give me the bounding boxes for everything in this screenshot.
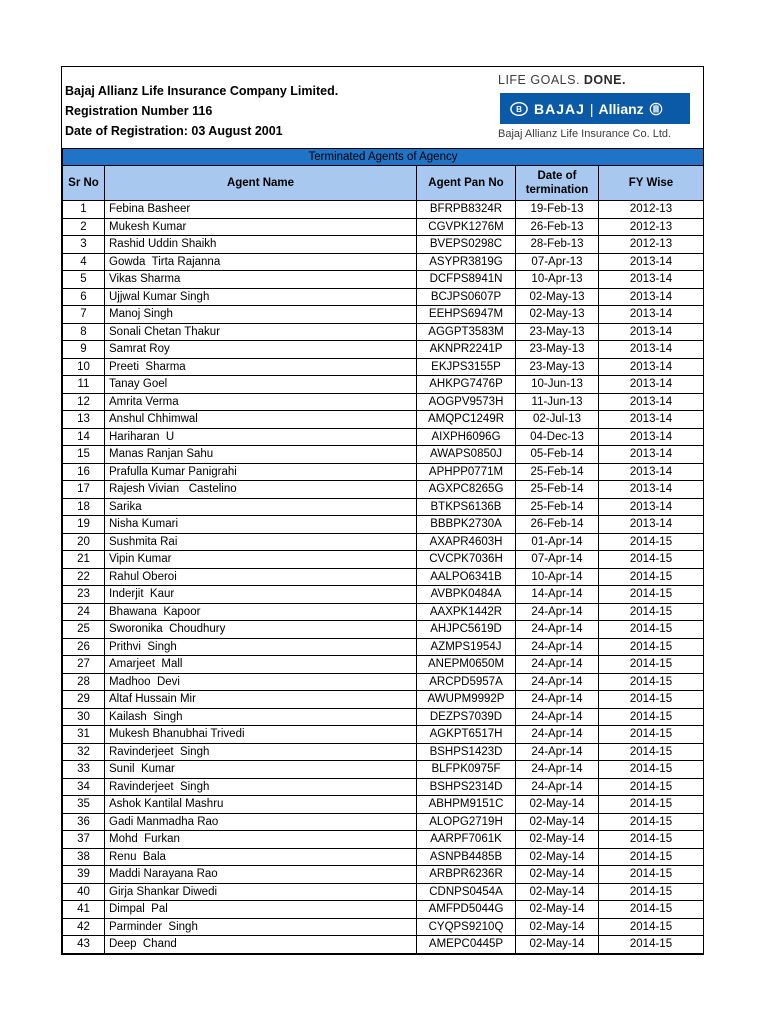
cell-sr-no: 18	[63, 498, 105, 516]
cell-termination-date: 25-Feb-14	[516, 481, 599, 499]
table-row	[63, 691, 704, 709]
table-row	[63, 586, 704, 604]
cell-termination-date: 02-Jul-13	[516, 411, 599, 429]
cell-termination-date: 02-May-14	[516, 901, 599, 919]
table-row	[63, 603, 704, 621]
cell-agent-name: Mohd Furkan	[105, 831, 417, 849]
cell-termination-date: 19-Feb-13	[516, 201, 599, 219]
cell-agent-name: Kailash Singh	[105, 708, 417, 726]
cell-sr-no: 7	[63, 306, 105, 324]
cell-agent-pan: EEHPS6947M	[417, 306, 516, 324]
cell-agent-name: Maddi Narayana Rao	[105, 866, 417, 884]
cell-agent-name: Inderjit Kaur	[105, 586, 417, 604]
cell-fy-wise: 2014-15	[599, 691, 704, 709]
cell-termination-date: 02-May-13	[516, 306, 599, 324]
cell-fy-wise: 2014-15	[599, 866, 704, 884]
cell-termination-date: 24-Apr-14	[516, 743, 599, 761]
table-row	[63, 568, 704, 586]
col-agent-pan: Agent Pan No	[417, 166, 516, 201]
cell-termination-date: 24-Apr-14	[516, 778, 599, 796]
table-row	[63, 288, 704, 306]
cell-agent-pan: ANEPM0650M	[417, 656, 516, 674]
cell-sr-no: 37	[63, 831, 105, 849]
cell-agent-name: Bhawana Kapoor	[105, 603, 417, 621]
cell-agent-pan: ASYPR3819G	[417, 253, 516, 271]
table-row	[63, 481, 704, 499]
cell-fy-wise: 2014-15	[599, 708, 704, 726]
cell-termination-date: 24-Apr-14	[516, 691, 599, 709]
cell-sr-no: 38	[63, 848, 105, 866]
cell-fy-wise: 2013-14	[599, 463, 704, 481]
cell-agent-name: Sonali Chetan Thakur	[105, 323, 417, 341]
cell-fy-wise: 2014-15	[599, 761, 704, 779]
table-row	[63, 708, 704, 726]
cell-fy-wise: 2014-15	[599, 901, 704, 919]
table-row	[63, 236, 704, 254]
cell-agent-name: Prithvi Singh	[105, 638, 417, 656]
logo-bajaj-text: BAJAJ	[534, 100, 585, 117]
svg-text:B: B	[516, 104, 522, 114]
cell-agent-name: Samrat Roy	[105, 341, 417, 359]
cell-termination-date: 24-Apr-14	[516, 621, 599, 639]
table-title: Terminated Agents of Agency	[63, 149, 704, 166]
registration-date: Date of Registration: 03 August 2001	[65, 124, 283, 138]
cell-agent-name: Ravinderjeet Singh	[105, 778, 417, 796]
cell-sr-no: 35	[63, 796, 105, 814]
cell-agent-name: Amarjeet Mall	[105, 656, 417, 674]
cell-sr-no: 5	[63, 271, 105, 289]
table-row	[63, 743, 704, 761]
cell-agent-pan: AGXPC8265G	[417, 481, 516, 499]
cell-agent-name: Prafulla Kumar Panigrahi	[105, 463, 417, 481]
table-row	[63, 883, 704, 901]
table-row	[63, 341, 704, 359]
cell-sr-no: 1	[63, 201, 105, 219]
cell-agent-name: Vipin Kumar	[105, 551, 417, 569]
cell-agent-pan: AHKPG7476P	[417, 376, 516, 394]
cell-termination-date: 24-Apr-14	[516, 708, 599, 726]
cell-agent-name: Sushmita Rai	[105, 533, 417, 551]
cell-agent-name: Girja Shankar Diwedi	[105, 883, 417, 901]
cell-agent-pan: CVCPK7036H	[417, 551, 516, 569]
cell-agent-name: Renu Bala	[105, 848, 417, 866]
table-title-row	[63, 149, 704, 166]
table-row	[63, 936, 704, 954]
cell-termination-date: 25-Feb-14	[516, 463, 599, 481]
cell-fy-wise: 2014-15	[599, 656, 704, 674]
cell-sr-no: 8	[63, 323, 105, 341]
cell-sr-no: 12	[63, 393, 105, 411]
cell-agent-pan: APHPP0771M	[417, 463, 516, 481]
cell-fy-wise: 2013-14	[599, 271, 704, 289]
cell-fy-wise: 2014-15	[599, 813, 704, 831]
cell-sr-no: 25	[63, 621, 105, 639]
cell-sr-no: 19	[63, 516, 105, 534]
cell-agent-pan: AWUPM9992P	[417, 691, 516, 709]
cell-fy-wise: 2013-14	[599, 288, 704, 306]
cell-termination-date: 02-May-14	[516, 866, 599, 884]
cell-sr-no: 22	[63, 568, 105, 586]
cell-fy-wise: 2014-15	[599, 568, 704, 586]
cell-termination-date: 01-Apr-14	[516, 533, 599, 551]
cell-sr-no: 2	[63, 218, 105, 236]
table-row	[63, 761, 704, 779]
cell-agent-name: Febina Basheer	[105, 201, 417, 219]
cell-termination-date: 24-Apr-14	[516, 638, 599, 656]
cell-termination-date: 24-Apr-14	[516, 603, 599, 621]
cell-fy-wise: 2013-14	[599, 323, 704, 341]
cell-agent-name: Mukesh Kumar	[105, 218, 417, 236]
cell-fy-wise: 2013-14	[599, 358, 704, 376]
cell-termination-date: 02-May-14	[516, 848, 599, 866]
cell-agent-name: Ravinderjeet Singh	[105, 743, 417, 761]
cell-fy-wise: 2014-15	[599, 673, 704, 691]
table-header-row	[63, 166, 704, 201]
cell-fy-wise: 2012-13	[599, 201, 704, 219]
cell-fy-wise: 2013-14	[599, 341, 704, 359]
cell-termination-date: 28-Feb-13	[516, 236, 599, 254]
cell-sr-no: 16	[63, 463, 105, 481]
cell-termination-date: 10-Apr-13	[516, 271, 599, 289]
cell-fy-wise: 2014-15	[599, 726, 704, 744]
table-row	[63, 446, 704, 464]
cell-sr-no: 40	[63, 883, 105, 901]
cell-sr-no: 3	[63, 236, 105, 254]
cell-fy-wise: 2013-14	[599, 428, 704, 446]
cell-agent-pan: AXAPR4603H	[417, 533, 516, 551]
table-row	[63, 848, 704, 866]
brand-block	[498, 71, 698, 143]
table-row	[63, 866, 704, 884]
cell-fy-wise: 2012-13	[599, 218, 704, 236]
cell-agent-pan: ASNPB4485B	[417, 848, 516, 866]
cell-termination-date: 02-May-13	[516, 288, 599, 306]
cell-agent-pan: CGVPK1276M	[417, 218, 516, 236]
cell-sr-no: 29	[63, 691, 105, 709]
cell-agent-pan: BFRPB8324R	[417, 201, 516, 219]
table-row	[63, 638, 704, 656]
table-row	[63, 533, 704, 551]
cell-fy-wise: 2013-14	[599, 481, 704, 499]
tagline-part1: LIFE GOALS.	[498, 73, 580, 87]
cell-sr-no: 36	[63, 813, 105, 831]
cell-agent-name: Sunil Kumar	[105, 761, 417, 779]
cell-fy-wise: 2013-14	[599, 498, 704, 516]
table-row	[63, 411, 704, 429]
cell-termination-date: 02-May-14	[516, 831, 599, 849]
cell-termination-date: 02-May-14	[516, 918, 599, 936]
cell-agent-pan: AAXPK1442R	[417, 603, 516, 621]
cell-sr-no: 30	[63, 708, 105, 726]
cell-agent-name: Vikas Sharma	[105, 271, 417, 289]
cell-sr-no: 4	[63, 253, 105, 271]
cell-agent-pan: ALOPG2719H	[417, 813, 516, 831]
table-row	[63, 813, 704, 831]
cell-agent-pan: AARPF7061K	[417, 831, 516, 849]
bajaj-allianz-logo	[500, 93, 690, 124]
cell-sr-no: 21	[63, 551, 105, 569]
cell-sr-no: 24	[63, 603, 105, 621]
cell-agent-pan: EKJPS3155P	[417, 358, 516, 376]
cell-agent-pan: ABHPM9151C	[417, 796, 516, 814]
cell-fy-wise: 2014-15	[599, 638, 704, 656]
table-row	[63, 621, 704, 639]
cell-sr-no: 39	[63, 866, 105, 884]
table-row	[63, 551, 704, 569]
company-info	[65, 81, 338, 141]
cell-agent-pan: AVBPK0484A	[417, 586, 516, 604]
cell-fy-wise: 2014-15	[599, 831, 704, 849]
cell-sr-no: 27	[63, 656, 105, 674]
cell-agent-name: Deep Chand	[105, 936, 417, 954]
table-row	[63, 656, 704, 674]
registration-number: Registration Number 116	[65, 104, 213, 118]
cell-agent-pan: BCJPS0607P	[417, 288, 516, 306]
cell-fy-wise: 2014-15	[599, 621, 704, 639]
cell-termination-date: 02-May-14	[516, 796, 599, 814]
cell-agent-name: Rahul Oberoi	[105, 568, 417, 586]
cell-agent-pan: BBBPK2730A	[417, 516, 516, 534]
cell-agent-name: Gowda Tirta Rajanna	[105, 253, 417, 271]
table-row	[63, 428, 704, 446]
cell-fy-wise: 2014-15	[599, 883, 704, 901]
cell-sr-no: 9	[63, 341, 105, 359]
cell-termination-date: 02-May-14	[516, 936, 599, 954]
table-row	[63, 778, 704, 796]
tagline-part2: DONE.	[583, 73, 626, 87]
cell-agent-pan: BTKPS6136B	[417, 498, 516, 516]
cell-fy-wise: 2014-15	[599, 848, 704, 866]
cell-termination-date: 25-Feb-14	[516, 498, 599, 516]
cell-agent-pan: AOGPV9573H	[417, 393, 516, 411]
cell-agent-name: Gadi Manmadha Rao	[105, 813, 417, 831]
cell-sr-no: 34	[63, 778, 105, 796]
cell-agent-name: Manoj Singh	[105, 306, 417, 324]
cell-sr-no: 15	[63, 446, 105, 464]
cell-fy-wise: 2014-15	[599, 533, 704, 551]
logo-separator: |	[589, 100, 594, 117]
cell-termination-date: 02-May-14	[516, 883, 599, 901]
table-row	[63, 358, 704, 376]
cell-agent-name: Anshul Chhimwal	[105, 411, 417, 429]
cell-termination-date: 24-Apr-14	[516, 726, 599, 744]
cell-fy-wise: 2013-14	[599, 411, 704, 429]
logo-allianz-text: Allianz	[598, 100, 644, 117]
col-sr-no: Sr No	[63, 166, 105, 201]
cell-fy-wise: 2014-15	[599, 603, 704, 621]
cell-agent-pan: AIXPH6096G	[417, 428, 516, 446]
cell-termination-date: 24-Apr-14	[516, 761, 599, 779]
document-header	[62, 67, 703, 147]
cell-sr-no: 11	[63, 376, 105, 394]
table-row	[63, 918, 704, 936]
cell-sr-no: 13	[63, 411, 105, 429]
cell-sr-no: 23	[63, 586, 105, 604]
cell-termination-date: 10-Apr-14	[516, 568, 599, 586]
cell-termination-date: 07-Apr-13	[516, 253, 599, 271]
cell-sr-no: 10	[63, 358, 105, 376]
table-row	[63, 271, 704, 289]
table-row	[63, 673, 704, 691]
cell-agent-name: Ujjwal Kumar Singh	[105, 288, 417, 306]
col-termination-date: Date of termination	[516, 166, 599, 201]
cell-termination-date: 04-Dec-13	[516, 428, 599, 446]
cell-agent-name: Madhoo Devi	[105, 673, 417, 691]
brand-tagline	[498, 73, 626, 87]
cell-fy-wise: 2014-15	[599, 918, 704, 936]
cell-agent-pan: BLFPK0975F	[417, 761, 516, 779]
cell-sr-no: 32	[63, 743, 105, 761]
cell-termination-date: 10-Jun-13	[516, 376, 599, 394]
cell-termination-date: 02-May-14	[516, 813, 599, 831]
cell-agent-pan: AZMPS1954J	[417, 638, 516, 656]
table-row	[63, 901, 704, 919]
cell-termination-date: 05-Feb-14	[516, 446, 599, 464]
cell-sr-no: 14	[63, 428, 105, 446]
cell-agent-pan: CDNPS0454A	[417, 883, 516, 901]
cell-agent-name: Altaf Hussain Mir	[105, 691, 417, 709]
cell-sr-no: 6	[63, 288, 105, 306]
cell-fy-wise: 2013-14	[599, 253, 704, 271]
table-body	[63, 201, 704, 954]
cell-agent-pan: CYQPS9210Q	[417, 918, 516, 936]
cell-sr-no: 43	[63, 936, 105, 954]
allianz-eagle-icon	[649, 102, 663, 116]
cell-agent-pan: BSHPS1423D	[417, 743, 516, 761]
cell-agent-pan: ARBPR6236R	[417, 866, 516, 884]
brand-subline: Bajaj Allianz Life Insurance Co. Ltd.	[498, 128, 672, 140]
cell-agent-name: Tanay Goel	[105, 376, 417, 394]
cell-sr-no: 42	[63, 918, 105, 936]
cell-agent-pan: AKNPR2241P	[417, 341, 516, 359]
cell-fy-wise: 2014-15	[599, 586, 704, 604]
cell-fy-wise: 2014-15	[599, 778, 704, 796]
cell-agent-pan: AHJPC5619D	[417, 621, 516, 639]
cell-fy-wise: 2013-14	[599, 393, 704, 411]
table-row	[63, 306, 704, 324]
cell-agent-name: Ashok Kantilal Mashru	[105, 796, 417, 814]
cell-agent-name: Rajesh Vivian Castelino	[105, 481, 417, 499]
company-name: Bajaj Allianz Life Insurance Company Limited.	[65, 84, 339, 98]
cell-agent-pan: DEZPS7039D	[417, 708, 516, 726]
cell-fy-wise: 2014-15	[599, 551, 704, 569]
table-row	[63, 463, 704, 481]
cell-agent-pan: ARCPD5957A	[417, 673, 516, 691]
cell-fy-wise: 2014-15	[599, 796, 704, 814]
cell-fy-wise: 2013-14	[599, 446, 704, 464]
cell-agent-name: Sarika	[105, 498, 417, 516]
cell-termination-date: 26-Feb-14	[516, 516, 599, 534]
cell-sr-no: 41	[63, 901, 105, 919]
cell-sr-no: 28	[63, 673, 105, 691]
table-row	[63, 726, 704, 744]
cell-termination-date: 07-Apr-14	[516, 551, 599, 569]
cell-agent-name: Amrita Verma	[105, 393, 417, 411]
cell-agent-name: Nisha Kumari	[105, 516, 417, 534]
cell-agent-pan: AALPO6341B	[417, 568, 516, 586]
table-row	[63, 516, 704, 534]
cell-agent-pan: AGGPT3583M	[417, 323, 516, 341]
cell-agent-name: Mukesh Bhanubhai Trivedi	[105, 726, 417, 744]
cell-fy-wise: 2013-14	[599, 516, 704, 534]
cell-agent-name: Hariharan U	[105, 428, 417, 446]
terminated-agents-table	[62, 148, 704, 954]
cell-agent-pan: AWAPS0850J	[417, 446, 516, 464]
cell-agent-name: Rashid Uddin Shaikh	[105, 236, 417, 254]
table-row	[63, 376, 704, 394]
cell-fy-wise: 2013-14	[599, 376, 704, 394]
table-row	[63, 831, 704, 849]
cell-sr-no: 31	[63, 726, 105, 744]
cell-fy-wise: 2014-15	[599, 743, 704, 761]
document-sheet	[61, 66, 704, 955]
cell-agent-pan: AMQPC1249R	[417, 411, 516, 429]
cell-agent-name: Parminder Singh	[105, 918, 417, 936]
cell-agent-pan: BSHPS2314D	[417, 778, 516, 796]
col-fy-wise: FY Wise	[599, 166, 704, 201]
table-row	[63, 498, 704, 516]
cell-agent-name: Manas Ranjan Sahu	[105, 446, 417, 464]
cell-termination-date: 23-May-13	[516, 323, 599, 341]
cell-sr-no: 20	[63, 533, 105, 551]
table-row	[63, 323, 704, 341]
cell-termination-date: 14-Apr-14	[516, 586, 599, 604]
cell-fy-wise: 2012-13	[599, 236, 704, 254]
table-row	[63, 796, 704, 814]
cell-termination-date: 23-May-13	[516, 341, 599, 359]
cell-sr-no: 17	[63, 481, 105, 499]
cell-sr-no: 33	[63, 761, 105, 779]
cell-termination-date: 11-Jun-13	[516, 393, 599, 411]
cell-fy-wise: 2014-15	[599, 936, 704, 954]
cell-termination-date: 23-May-13	[516, 358, 599, 376]
cell-agent-pan: BVEPS0298C	[417, 236, 516, 254]
cell-agent-pan: DCFPS8941N	[417, 271, 516, 289]
cell-agent-pan: AMEPC0445P	[417, 936, 516, 954]
cell-agent-name: Sworonika Choudhury	[105, 621, 417, 639]
table-row	[63, 253, 704, 271]
cell-fy-wise: 2013-14	[599, 306, 704, 324]
bajaj-emblem-icon	[510, 100, 528, 118]
cell-agent-name: Preeti Sharma	[105, 358, 417, 376]
table-row	[63, 218, 704, 236]
cell-agent-pan: AMFPD5044G	[417, 901, 516, 919]
table-row	[63, 393, 704, 411]
cell-termination-date: 26-Feb-13	[516, 218, 599, 236]
col-agent-name: Agent Name	[105, 166, 417, 201]
cell-agent-pan: AGKPT6517H	[417, 726, 516, 744]
cell-termination-date: 24-Apr-14	[516, 673, 599, 691]
table-row	[63, 201, 704, 219]
cell-termination-date: 24-Apr-14	[516, 656, 599, 674]
cell-sr-no: 26	[63, 638, 105, 656]
cell-agent-name: Dimpal Pal	[105, 901, 417, 919]
